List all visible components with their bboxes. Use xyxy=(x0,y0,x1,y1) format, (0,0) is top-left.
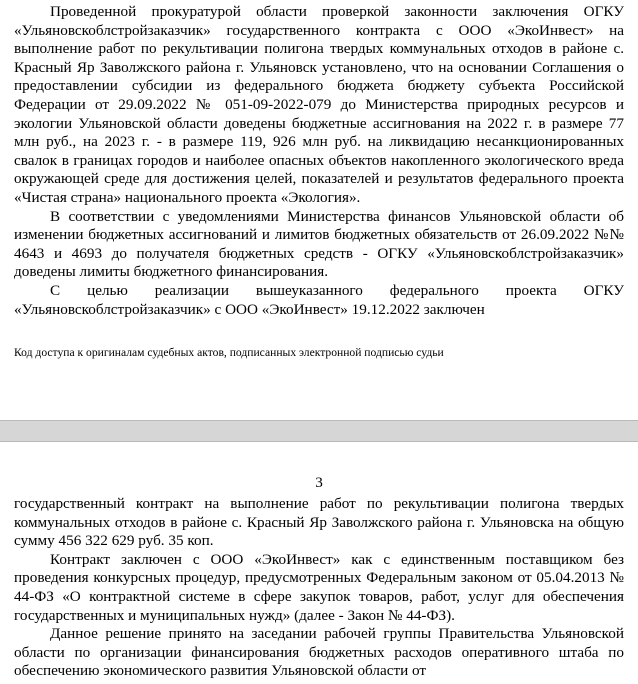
page-number: 3 xyxy=(315,474,323,491)
page-bottom-text xyxy=(14,495,624,681)
paragraph-notifications: В соответствии с уведомлениями Министерства финансов Ульяновской области об изменении бюджетных ассигнований и лимитов бюджетных обязательств от 26.09.2022 №№ 4643 и 4693 до получателя бюджетных средств - ОГКУ «Ульяновскоблстройзаказчик» доведены лимиты бюджетного финансирования. xyxy=(14,207,624,281)
page-top-text xyxy=(14,3,624,319)
paragraph-inspection: Проведенной прокуратурой области проверкой законности заключения ОГКУ «Ульяновскоблстройзаказчик» государственного контракта с ООО «ЭкоИнвест» на выполнение работ по рекультивации полигона твердых коммунальных отходов в районе с. Красный Яр Заволжского района г. Ульяновск установлено, что на основании Соглашения о предоставлении субсидии из федерального бюджета бюджету субъекта Российской Федерации от 29.09.2022 № 051-09-2022-079 до Министерства природных ресурсов и экологии Ульяновской области доведены бюджетные ассигнования на 2022 г. в размере 77 млн руб., на 2023 г. - в размере 119, 926 млн руб. на ликвидацию несанкционированных свалок в границах городов и наиболее опасных объектов накопленного экологического вреда окружающей среде для достижения целей, показателей и результатов федерального проекта «Чистая страна» национального проекта «Экология». xyxy=(14,3,624,206)
paragraph-single-supplier: Контракт заключен с ООО «ЭкоИнвест» как с единственным поставщиком без проведения конкурсных процедур, предусмотренных Федеральным законом от 05.04.2013 № 44-ФЗ «О контрактной системе в сфере закупок товаров, работ, услуг для обеспечения государственных и муниципальных нужд» (далее - Закон № 44-ФЗ). xyxy=(14,550,624,624)
footer-access-code-note: Код доступа к оригиналам судебных актов, подписанных электронной подписью судьи xyxy=(14,346,444,359)
paragraph-contract-start: С целью реализации вышеуказанного федерального проекта ОГКУ «Ульяновскоблстройзаказчик» с ООО «ЭкоИнвест» 19.12.2022 заключен xyxy=(14,281,624,318)
paragraph-working-group: Данное решение принято на заседании рабочей группы Правительства Ульяновской области по организации финансирования бюджетных расходов оперативного штаба по обеспечению экономического развития Ульяновской области от xyxy=(14,625,624,680)
page-separator xyxy=(0,420,638,442)
paragraph-contract-continuation: государственный контракт на выполнение работ по рекультивации полигона твердых коммунальных отходов в районе с. Красный Яр Заволжского района г. Ульяновска на общую сумму 456 322 629 руб. 35 коп. xyxy=(14,495,624,550)
